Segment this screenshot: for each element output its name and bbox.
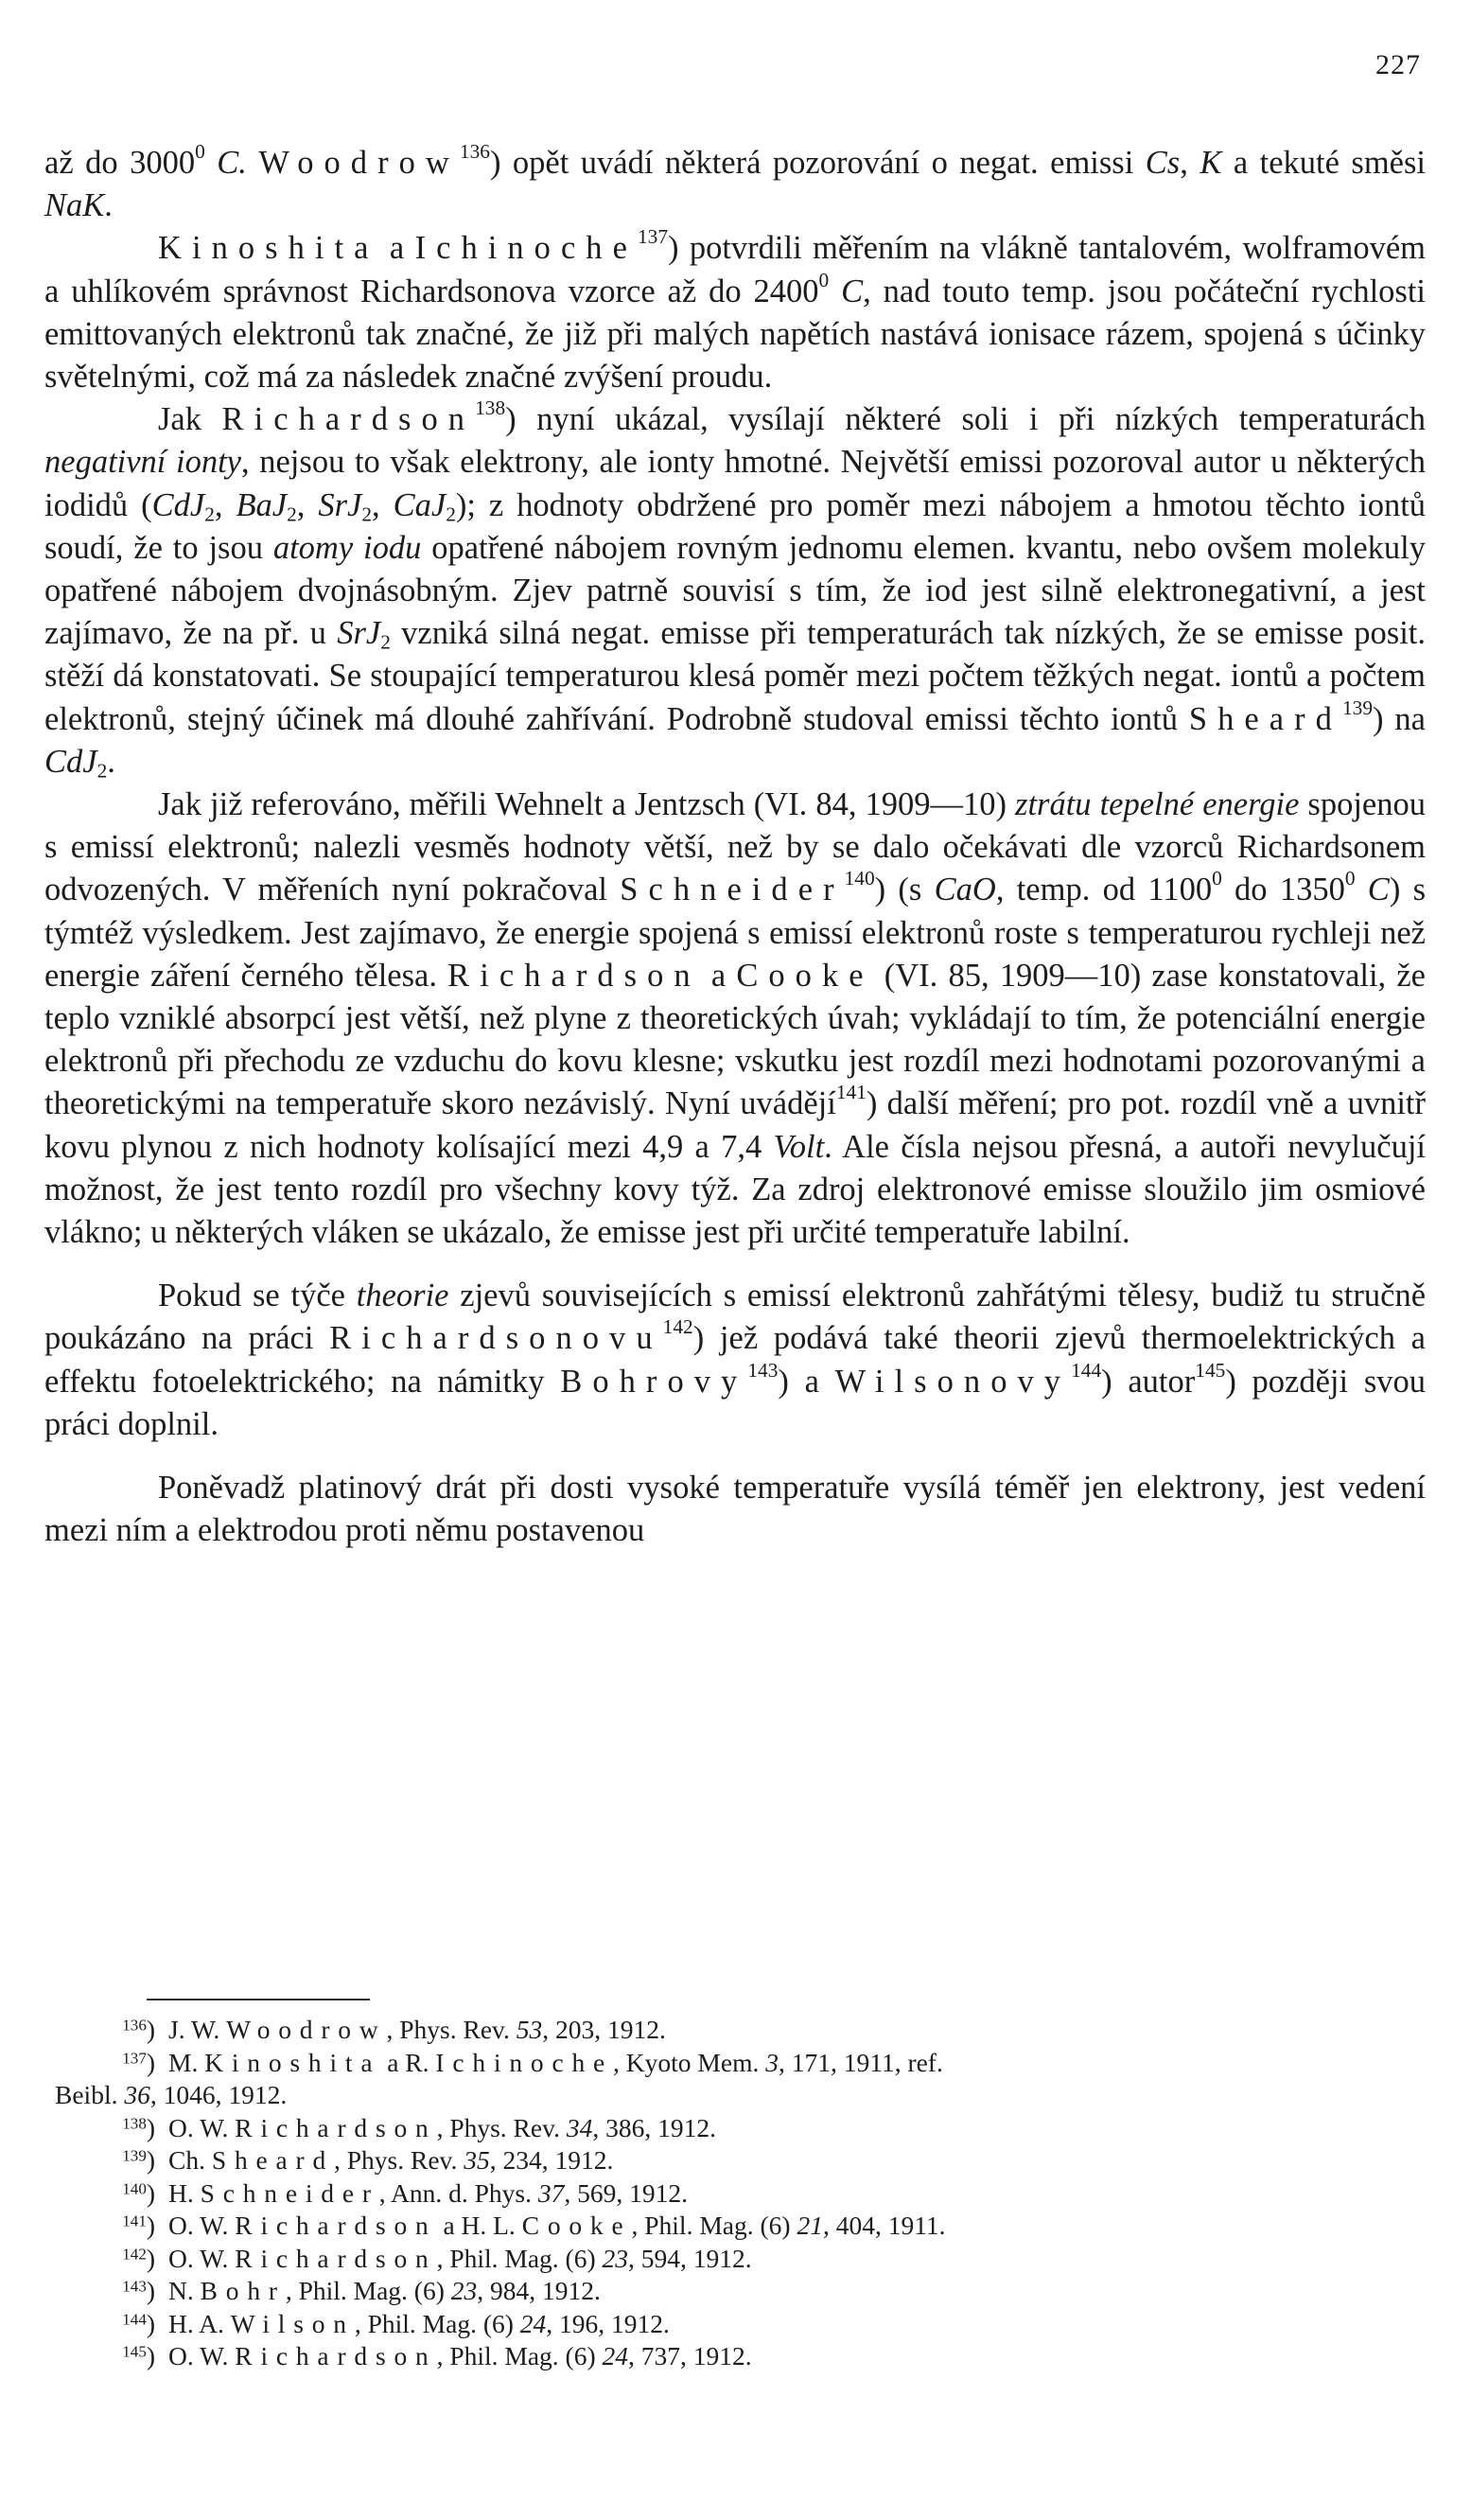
footnote-divider (147, 1999, 370, 2000)
footnote-ref: 139 (1341, 696, 1374, 719)
paragraph-1: až do 3000$^0$ C. Woodrow$^{136}$) opět uvádí některá pozorování o negat. emissi Cs, K a tekuté směsi NaK. (44, 139, 1426, 224)
author-name: Schneider (620, 872, 845, 908)
footnotes (55, 2014, 1427, 2373)
page-number: 227 (1375, 49, 1421, 80)
author-name: Sheard (1188, 700, 1342, 737)
footnote-ref: 144 (1071, 1358, 1102, 1382)
author-name: Cooke (736, 957, 874, 994)
footnote-141: $^{141}$) O. W. Richardson a H. L. Cooke, Phil. Mag. (6) 21, 404, 1911. (122, 2211, 946, 2240)
author-name: Bohrovy (560, 1363, 748, 1400)
footnote-138: $^{138}$) O. W. Richardson, Phys. Rev. 34, 386, 1912. (122, 2112, 716, 2142)
footnote-ref: 140 (844, 867, 875, 890)
footnote-ref: 138 (475, 397, 506, 420)
footnote-139: $^{139}$) Ch. Sheard, Phys. Rev. 35, 234, 1912. (122, 2145, 614, 2175)
author-name: Richardson (221, 401, 476, 438)
footnote-137: $^{137}$) M. Kinoshita a R. Ichinoche, Kyoto Mem. 3, 171, 1911, ref. Beibl. 36, 1046, 1912. (55, 2047, 943, 2109)
footnote-ref: 143 (747, 1358, 779, 1382)
author-name: Wilsonovy (834, 1363, 1072, 1400)
footnote-ref: 141 (835, 1081, 867, 1104)
paragraph-4: Jak již referováno, měřili Wehnelt a Jentzsch (VI. 84, 1909—10) ztrátu tepelné energie spojenou s emissí elektronů; nalezli vesměs hodnoty větší, než by se dalo očekávati dle vzorců Richardsonem odvozených. V měřeních nyní pokračoval Schneider$^{140}$) (s CaO, temp. od 1100$^0$ do 1350$^0$ C) s týmtéž výsledkem. Jest zajímavo, že energie spojená s emissí elektronů roste s temperaturou rychleji než energie záření černého tělesa. Richardson a Cooke (VI. 85, 1909—10) zase konstatovali, že teplo vzniklé absorpcí jest větší, než plyne z theoretických úvah; vykládají to tím, že potenciální energie elektronů při přechodu ze vzduchu do kovu klesne; vskutku jest rozdíl mezi hodnotami pozorovanými a theoretickými na temperatuře skoro nezávislý. Nyní uvádějí$^{141}$) další měření; pro pot. rozdíl vně a uvnitř kovu plynou z nich hodnoty kolísající mezi 4,9 a 7,4 Volt. Ale čísla nejsou přesná, a autoři nevylučují možnost, že jest tento rozdíl pro všechny kovy týž. Za zdroj elektronové emisse sloužilo jim osmiové vlákno; u některých vláken se ukázalo, že emisse jest při určité temperatuře labilní. (44, 786, 1427, 1251)
paragraph-5: Pokud se týče theorie zjevů souvisejících s emissí elektronů zahřátými tělesy, budiž tu stručně poukázáno na práci Richardsonovu$^{142}$) jež podává také theorii zjevů thermoelektrických a effektu fotoelektrického; na námitky Bohrovy$^{143}$) a Wilsonovy$^{144}$) autor$^{145}$) později svou práci doplnil. (44, 1278, 1427, 1442)
footnote-145: $^{145}$) O. W. Richardson, Phil. Mag. (6) 24, 737, 1912. (122, 2341, 752, 2370)
paragraph-3: Jak Richardson$^{138}$) nyní ukázal, vysílají některé soli i při nízkých temperaturách negativní ionty, nejsou to však elektrony, ale ionty hmotné. Největší emissi pozoroval autor u některých iodidů (CdJ$_2$, BaJ$_2$, SrJ$_2$, CaJ$_2$); z hodnoty obdržené pro poměr mezi nábojem a hmotou těchto iontů soudí, že to jsou atomy iodu opatřené nábojem rovným jednomu elemen. kvantu, nebo ovšem molekuly opatřené nábojem dvojnásobným. Zjev patrně souvisí s tím, že iod jest silně elektronegativní, a jest zajímavo, že na př. u SrJ$_2$ vzniká silná negat. emisse při temperaturách tak nízkých, že se emisse posit. stěží dá konstatovati. Se stoupající temperaturou klesá poměr mezi počtem těžkých negat. iontů a počtem elektronů, stejný účinek má dlouhé zahřívání. Podrobně studoval emissi těchto iontů Sheard$^{139}$) na CdJ$_2$. (44, 397, 1427, 783)
author-name: Woodrow (258, 145, 460, 181)
footnote-ref: 142 (662, 1315, 693, 1339)
footnote-136: $^{136}$) J. W. Woodrow, Phys. Rev. 53, 203, 1912. (122, 2015, 666, 2044)
footnote-144: $^{144}$) H. A. Wilson, Phil. Mag. (6) 24, 196, 1912. (122, 2308, 670, 2338)
footnote-ref: 136 (459, 139, 490, 163)
footnote-143: $^{143}$) N. Bohr, Phil. Mag. (6) 23, 984, 1912. (122, 2276, 601, 2305)
author-name: Richardsonovu (329, 1320, 663, 1357)
footnote-ref: 137 (637, 225, 668, 249)
footnote-ref: 145 (1195, 1358, 1226, 1382)
footnote-142: $^{142}$) O. W. Richardson, Phil. Mag. (6) 23, 594, 1912. (122, 2243, 752, 2273)
author-name: Richardson (447, 957, 701, 994)
author-name: Kinoshita (158, 230, 379, 267)
paragraph-6: Poněvadž platinový drát při dosti vysoké temperatuře vysílá téměř jen elektrony, jest vedení mezi ním a elektrodou proti němu postavenou (44, 1470, 1426, 1549)
paragraph-2: Kinoshita a Ichinoche$^{137}$) potvrdili měřením na vlákně tantalovém, wolframovém a uhlíkovém správnost Richardsonova vzorce až do 2400$^0$ C, nad touto temp. jsou počáteční rychlosti emittovaných elektronů tak značné, že již při malých napětích nastává ionisace rázem, spojená s účinky světelnými, což má za následek značné zvýšení proudu. (44, 225, 1427, 396)
body-text (44, 139, 1427, 1553)
author-name: Ichinoche (414, 230, 638, 267)
footnote-140: $^{140}$) H. Schneider, Ann. d. Phys. 37, 569, 1912. (122, 2177, 689, 2208)
